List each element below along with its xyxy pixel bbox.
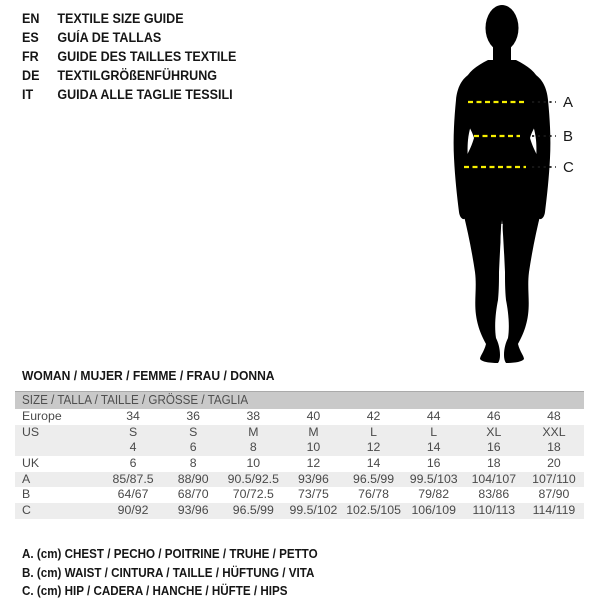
measure-label-b: B: [563, 128, 574, 145]
woman-silhouette-icon: [430, 0, 600, 370]
table-cell: 90.5/92.5: [227, 471, 279, 486]
row-label: [15, 440, 103, 456]
table-cell: 34: [126, 409, 140, 423]
table-cell: 102.5/105: [346, 503, 401, 518]
table-cell: 110/113: [472, 503, 516, 518]
measurement-legend: [22, 545, 340, 600]
size-table-header: [15, 391, 584, 409]
table-cell: L: [370, 424, 377, 439]
table-cell: 4: [129, 440, 137, 455]
table-cell: L: [430, 424, 438, 439]
table-cell: 18: [547, 440, 561, 455]
table-cell: 104/107: [471, 471, 517, 486]
legend-line: C. (cm) HIP / CADERA / HANCHE / HÜFTE / HIPS: [22, 584, 288, 598]
table-cell: 12: [306, 456, 321, 471]
table-cell: 8: [189, 456, 197, 471]
table-cell: 12: [366, 440, 381, 455]
language-code: DE: [22, 68, 40, 83]
table-cell: 114/119: [532, 503, 576, 518]
woman-figure: [430, 0, 600, 370]
table-cell: M: [308, 424, 319, 439]
language-label: TEXTILGRÖßENFÜHRUNG: [57, 68, 218, 83]
table-cell: 38: [246, 409, 261, 423]
table-cell: S: [128, 424, 138, 439]
table-row: [15, 503, 584, 519]
measure-label-a: A: [563, 94, 574, 111]
table-row: [15, 440, 584, 456]
table-cell: 107/110: [532, 471, 576, 486]
size-table-body: [15, 409, 584, 519]
language-row: [22, 9, 236, 28]
table-cell: 16: [426, 456, 441, 471]
table-cell: 96.5/99: [353, 471, 395, 486]
table-cell: 42: [366, 409, 381, 423]
table-cell: M: [248, 424, 259, 439]
language-row: [22, 28, 236, 47]
table-cell: 93/96: [177, 503, 209, 518]
language-label: GUIDA ALLE TAGLIE TESSILI: [57, 87, 233, 102]
measure-label-c: C: [563, 159, 574, 176]
table-cell: 73/75: [298, 487, 329, 502]
language-row: [22, 85, 236, 104]
language-code: FR: [22, 49, 39, 64]
table-cell: 99.5/102: [289, 503, 338, 518]
table-cell: 76/78: [358, 487, 389, 502]
language-row: [22, 47, 236, 66]
language-list: [22, 9, 253, 104]
language-code: IT: [22, 87, 34, 102]
table-cell: 79/82: [418, 487, 450, 502]
table-cell: 99.5/103: [409, 471, 458, 486]
table-cell: 87/90: [538, 487, 570, 502]
table-cell: 88/90: [177, 471, 209, 486]
table-cell: XL: [486, 424, 502, 439]
table-cell: 48: [547, 409, 561, 423]
size-table: [15, 391, 584, 519]
table-cell: 10: [306, 440, 321, 455]
table-cell: XXL: [542, 424, 566, 439]
table-row: [15, 472, 584, 488]
table-row: [15, 409, 584, 425]
table-cell: 83/86: [478, 487, 510, 502]
language-code: EN: [22, 11, 40, 26]
leg-gap-line: [501, 224, 502, 272]
language-code: ES: [22, 30, 39, 45]
table-cell: 93/96: [298, 471, 329, 486]
table-row: [15, 456, 584, 472]
legend-line: A. (cm) CHEST / PECHO / POITRINE / TRUHE / PETTO: [22, 547, 318, 561]
table-cell: 14: [366, 456, 381, 471]
table-cell: 6: [189, 440, 197, 455]
table-cell: 106/109: [411, 503, 456, 518]
language-row: [22, 66, 236, 85]
table-cell: 18: [486, 456, 501, 471]
language-label: TEXTILE SIZE GUIDE: [57, 11, 184, 26]
table-cell: 85/87.5: [112, 471, 154, 486]
table-cell: 40: [306, 409, 321, 423]
legend-line: B. (cm) WAIST / CINTURA / TAILLE / HÜFTUNG / VITA: [22, 565, 315, 580]
table-cell: 16: [486, 440, 501, 455]
row-label: US: [22, 424, 40, 439]
table-row: [15, 425, 584, 441]
table-cell: 14: [426, 440, 441, 455]
table-cell: 64/67: [117, 487, 149, 502]
row-label: C: [22, 503, 31, 518]
section-title: WOMAN / MUJER / FEMME / FRAU / DONNA: [22, 368, 275, 383]
row-label: Europe: [22, 409, 62, 423]
table-cell: 8: [249, 440, 257, 455]
table-cell: 44: [426, 409, 441, 423]
language-label: GUIDE DES TAILLES TEXTILE: [57, 49, 237, 64]
table-cell: 68/70: [177, 487, 209, 502]
row-label: UK: [22, 456, 40, 471]
table-cell: 20: [547, 456, 561, 471]
language-label: GUÍA DE TALLAS: [57, 30, 162, 45]
row-label: A: [22, 471, 31, 486]
table-row: [15, 487, 584, 503]
table-cell: 46: [486, 409, 501, 423]
table-cell: 96.5/99: [232, 503, 274, 518]
table-cell: 6: [129, 456, 137, 471]
size-table-header-label: SIZE / TALLA / TAILLE / GRÖSSE / TAGLIA: [22, 393, 249, 407]
table-cell: 36: [186, 409, 201, 423]
table-cell: 10: [246, 456, 261, 471]
table-cell: S: [189, 424, 198, 439]
table-cell: 70/72.5: [232, 487, 274, 502]
row-label: B: [22, 487, 31, 502]
table-cell: 90/92: [117, 503, 149, 518]
